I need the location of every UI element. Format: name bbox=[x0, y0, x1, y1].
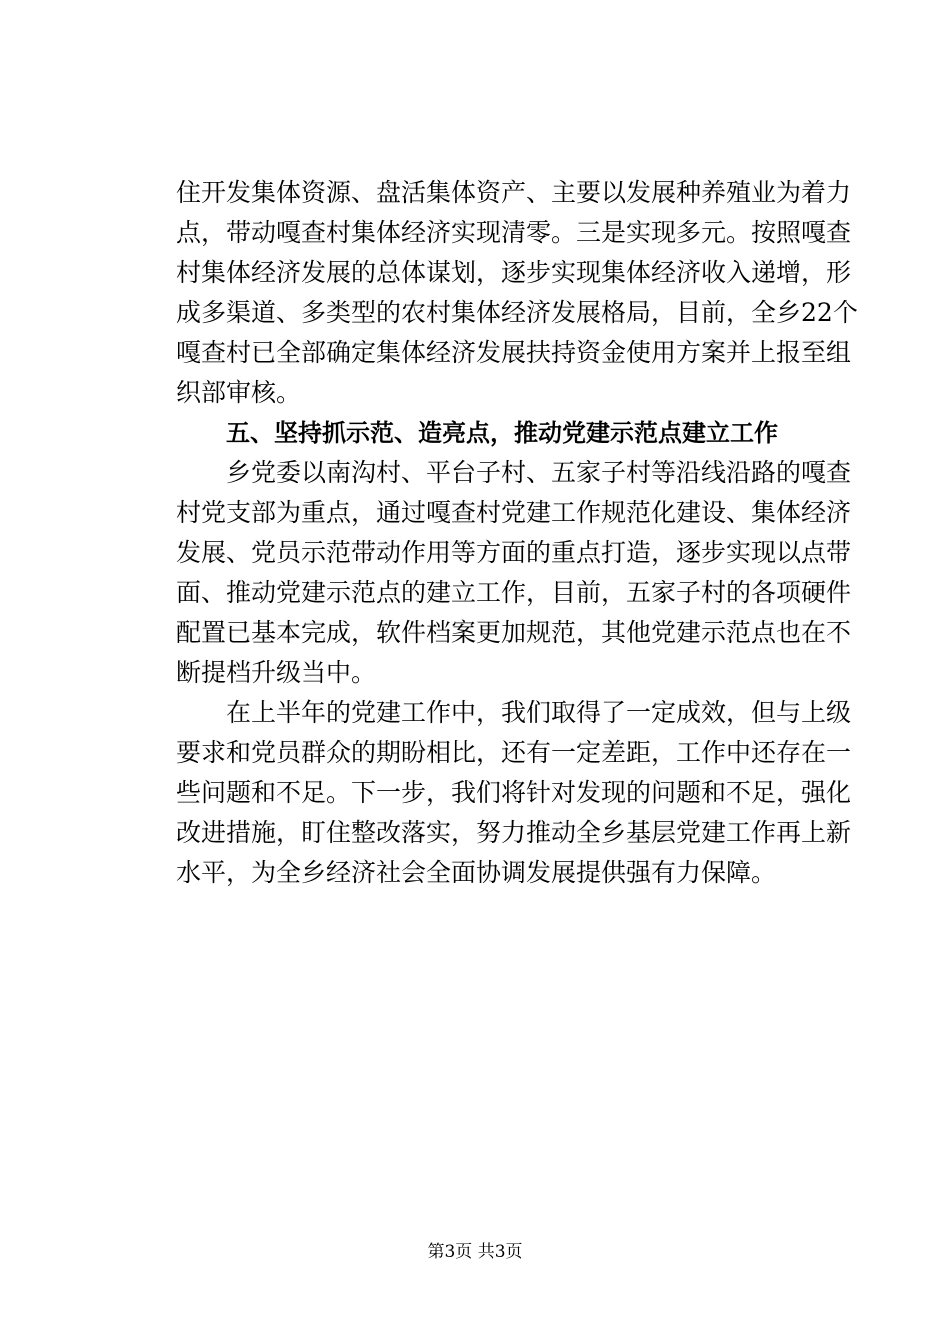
text-line: 点，带动嘎查村集体经济实现清零。三是实现多元。按照嘎查 bbox=[176, 218, 852, 247]
text-line: 嘎查村已全部确定集体经济发展扶持资金使用方案并上报至组 bbox=[176, 338, 852, 367]
text-line: 断提档升级当中。 bbox=[176, 658, 377, 687]
document-body bbox=[176, 173, 858, 893]
text-line: 改进措施，盯住整改落实，努力推动全乡基层党建工作再上新 bbox=[176, 818, 852, 847]
text-line: 村集体经济发展的总体谋划，逐步实现集体经济收入递增，形 bbox=[176, 258, 852, 287]
text-line: 住开发集体资源、盘活集体资产、主要以发展种养殖业为着力 bbox=[176, 178, 852, 207]
text-line: 水平，为全乡经济社会全面协调发展提供强有力保障。 bbox=[176, 858, 777, 887]
text-line: 乡党委以南沟村、平台子村、五家子村等沿线沿路的嘎查 bbox=[226, 458, 852, 487]
paragraph-collective-economy bbox=[176, 173, 858, 413]
section-heading: 五、坚持抓示范、造亮点，推动党建示范点建立工作 bbox=[226, 419, 778, 447]
paragraph-conclusion bbox=[176, 693, 852, 893]
text-line: 村党支部为重点，通过嘎查村党建工作规范化建设、集体经济 bbox=[176, 498, 852, 527]
text-line: 织部审核。 bbox=[176, 378, 302, 407]
text-line: 成多渠道、多类型的农村集体经济发展格局，目前，全乡22个 bbox=[176, 298, 858, 327]
text-line: 些问题和不足。下一步，我们将针对发现的问题和不足，强化 bbox=[176, 778, 852, 807]
text-line: 要求和党员群众的期盼相比，还有一定差距，工作中还存在一 bbox=[176, 738, 852, 767]
section-heading-five bbox=[176, 413, 830, 453]
text-line: 配置已基本完成，软件档案更加规范，其他党建示范点也在不 bbox=[176, 618, 852, 647]
text-line: 发展、党员示范带动作用等方面的重点打造，逐步实现以点带 bbox=[176, 538, 852, 567]
paragraph-demonstration-sites bbox=[176, 453, 852, 693]
text-line: 面、推动党建示范点的建立工作，目前，五家子村的各项硬件 bbox=[176, 578, 852, 607]
page-number-footer: 第3页 共3页 bbox=[427, 1242, 523, 1262]
text-line: 在上半年的党建工作中，我们取得了一定成效，但与上级 bbox=[226, 698, 852, 727]
